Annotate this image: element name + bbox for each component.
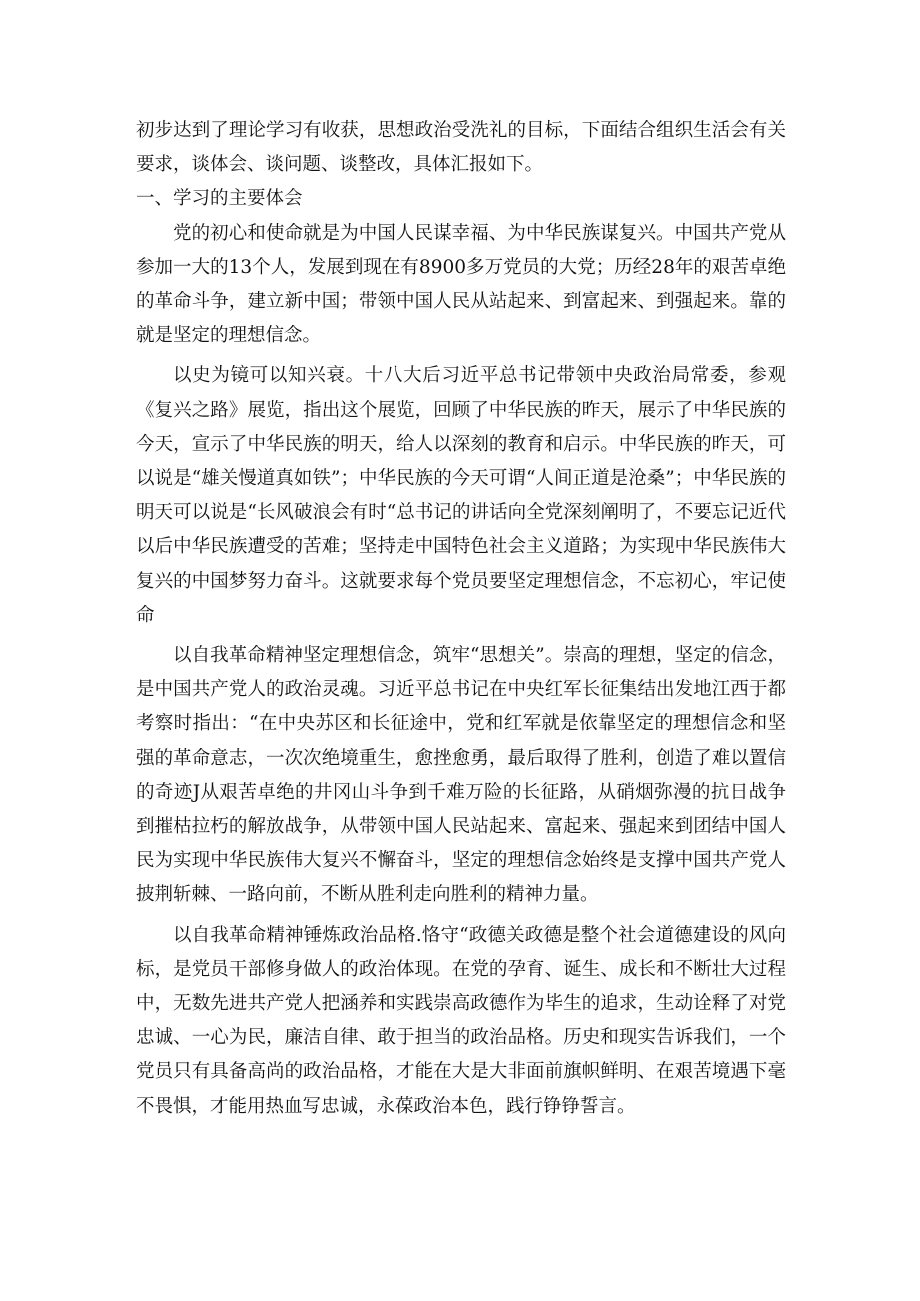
section-heading: 一、学习的主要体会 [136,188,303,210]
body-paragraph-history: 以史为镜可以知兴衰。十八大后习近平总书记带领中央政治局常委，参观《复兴之路》展览，指出这个展览，回顾了中华民族的昨天，展示了中华民族的今天，宣示了中华民族的明天，给人以深刻的教育和启示。中华民族的昨天，可以说是“雄关慢道真如铁”；中华民族的今天可谓“人间正道是沧桑”；中华民族的明天可以说是“长风破浪会有时“总书记的讲话向全党深刻阐明了，不要忘记近代以后中华民族遭受的苦难；坚持走中国特色社会主义道路；为实现中华民族伟大复兴的中国梦努力奋斗。这就要求每个党员要坚定理想信念，不忘初心，牢记使命 [136,365,786,626]
body-paragraph-ideals: 以自我革命精神坚定理想信念，筑牢“思想关”。崇高的理想，坚定的信念，是中国共产党人的政治灵魂。习近平总书记在中央红军长征集结出发地江西于都考察时指出：“在中央苏区和长征途中，党和红军就是依靠坚定的理想信念和坚强的革命意志，一次次绝境重生，愈挫愈勇，最后取得了胜利，创造了难以置信的奇迹J从艰苦卓绝的井冈山斗争到千难万险的长征路，从硝烟弥漫的抗日战争到摧枯拉朽的解放战争，从带领中国人民站起来、富起来、强起来到团结中国人民为实现中华民族伟大复兴不懈奋斗，坚定的理想信念始终是支撑中国共产党人披荆斩棘、一路向前，不断从胜利走向胜利的精神力量。 [136,645,786,906]
document-body [136,114,786,1124]
intro-paragraph: 初步达到了理论学习有收获，思想政治受洗礼的目标，下面结合组织生活会有关要求，谈体会、谈问题、谈整改，具体汇报如下。 [136,120,786,176]
body-paragraph-mission: 党的初心和使命就是为中国人民谋幸福、为中华民族谋复兴。中国共产党从参加一大的13个人，发展到现在有8900多万党员的大党；历经28年的艰苦卓绝的革命斗争，建立新中国；带领中国人民从站起来、到富起来、到强起来。靠的就是坚定的理想信念。 [136,222,786,347]
body-paragraph-character: 以自我革命精神锤炼政治品格.恪守“政德关政德是整个社会道德建设的风向标，是党员干部修身做人的政治体现。在党的孕育、诞生、成长和不断壮大过程中，无数先进共产党人把涵养和实践崇高政德作为毕生的追求，生动诠释了对党忠诚、一心为民，廉洁自律、敢于担当的政治品格。历史和现实告诉我们，一个党员只有具备高尚的政治品格，才能在大是大非面前旗帜鲜明、在艰苦境遇下毫不畏惧，才能用热血写忠诚，永葆政治本色，践行铮铮誓言。 [136,924,786,1117]
